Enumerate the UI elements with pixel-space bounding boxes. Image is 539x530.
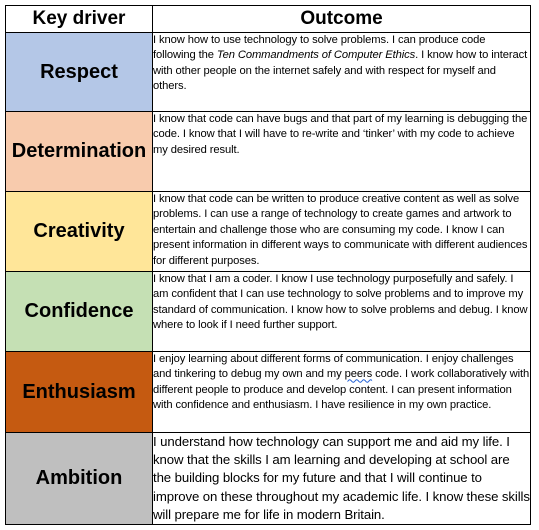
table-row [6, 112, 531, 192]
driver-confidence: Confidence [6, 272, 153, 352]
outcome-italic-text: Ten Commandments of Computer Ethics [216, 49, 416, 62]
outcome-respect [153, 33, 531, 112]
key-driver-header: Key driver [6, 6, 153, 33]
driver-enthusiasm: Enthusiasm [6, 352, 153, 433]
outcome-text: I know how to use technology to solve problems. I can produce code following the [153, 34, 486, 62]
driver-ambition: Ambition [6, 433, 153, 525]
table-row [6, 192, 531, 272]
driver-creativity: Creativity [6, 192, 153, 272]
outcome-header: Outcome [153, 6, 531, 33]
table-row [6, 33, 531, 112]
outcome-text: . I know how to interact with other people on the internet safely and with respect for myself and others. [153, 49, 528, 93]
outcome-enthusiasm [153, 352, 531, 433]
table-row [6, 352, 531, 433]
outcome-determination: I know that code can have bugs and that part of my learning is debugging the code. I know that I will have to re-write and ‘tinker’ with my code to achieve my desired result. [153, 112, 531, 192]
outcome-creativity: I know that code can be written to produce creative content as well as solve problems. I can use a range of technology to create games and artwork to entertain and challenge those who are consuming my code. I know I can present information in different ways to communicate with different audiences for different purposes. [153, 192, 531, 272]
outcome-ambition: I understand how technology can support me and aid my life. I know that the skills I am learning and developing at school are the building blocks for my future and that I will continue to improve on these throughout my academic life. I know these skills will prepare me for life in modern Britain. [153, 433, 531, 525]
outcome-text: I enjoy learning about different forms of communication. I enjoy challenges and tinkering to debug my own and my [153, 353, 514, 381]
outcome-text: code. I work collaboratively with different people to produce and develop content. I can present information with confidence and enthusiasm. I have resilience in my own practice. [153, 368, 530, 412]
key-drivers-table [5, 5, 531, 525]
header-row [6, 6, 531, 33]
table-row [6, 433, 531, 525]
table-row [6, 272, 531, 352]
spellcheck-underlined-word: peers [344, 368, 373, 381]
driver-determination: Determination [6, 112, 153, 192]
driver-respect: Respect [6, 33, 153, 112]
outcome-confidence: I know that I am a coder. I know I use technology purposefully and safely. I am confident that I can use technology to solve problems and to improve my standard of communication. I know how to solve problems and debug. I know where to look if I need further support. [153, 272, 531, 352]
